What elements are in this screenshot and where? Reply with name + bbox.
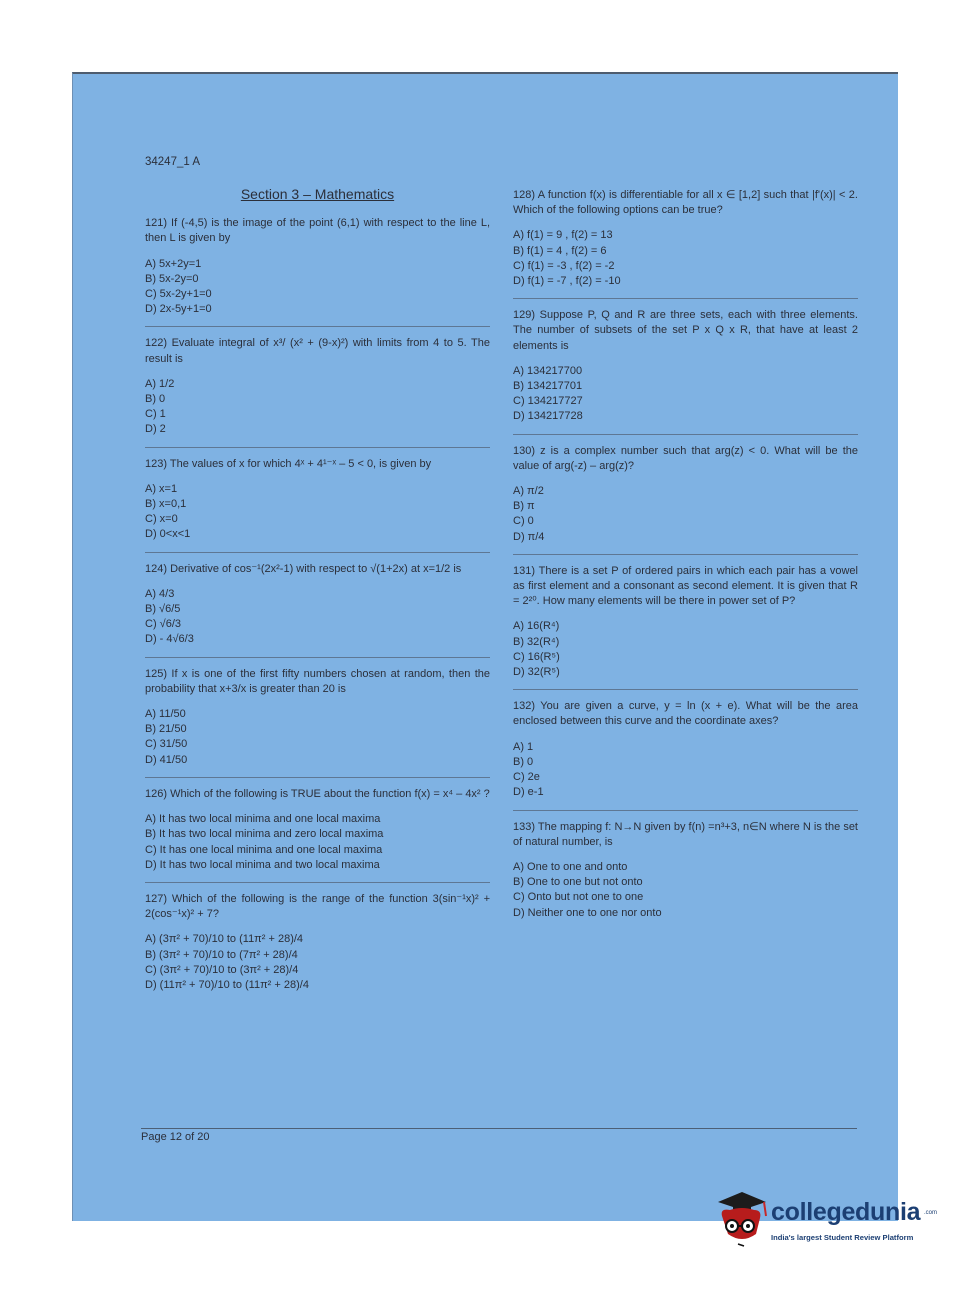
answer-option: C) It has one local minima and one local maxima	[145, 843, 383, 856]
answer-option: B) One to one but not onto	[513, 876, 643, 889]
question-list-left	[145, 216, 490, 993]
question-divider	[513, 689, 858, 690]
answer-options	[145, 482, 490, 543]
answer-options	[145, 932, 490, 993]
question-text: 123) The values of x for which 4ˣ + 4¹⁻ˣ – 5 < 0, is given by	[145, 457, 432, 470]
question-divider	[145, 657, 490, 658]
question-text: 131) There is a set P of ordered pairs in which each pair has a vowel as first element and a consonant as second element. It is given that R = 2²⁰. How many elements will be there in power set of P?	[513, 564, 858, 608]
answer-option: C) 16(R⁵)	[513, 650, 560, 663]
answer-option: D) 32(R⁵)	[513, 666, 560, 679]
answer-option: A) 16(R⁴)	[513, 620, 560, 633]
answer-option: D) f(1) = -7 , f(2) = -10	[513, 275, 621, 288]
answer-option: C) x=0	[145, 513, 178, 526]
question-divider	[145, 447, 490, 448]
answer-option: D) - 4√6/3	[145, 633, 194, 646]
answer-option: C) (3π² + 70)/10 to (3π² + 28)/4	[145, 963, 299, 976]
answer-option: A) (3π² + 70)/10 to (11π² + 28)/4	[145, 933, 304, 946]
answer-options	[145, 257, 490, 318]
answer-option: D) e-1	[513, 786, 544, 799]
question-block	[145, 216, 490, 317]
question-block	[513, 564, 858, 680]
answer-option: C) 2e	[513, 771, 540, 784]
answer-option: A) One to one and onto	[513, 860, 628, 873]
answer-option: C) f(1) = -3 , f(2) = -2	[513, 259, 615, 272]
section-title: Section 3 – Mathematics	[240, 186, 395, 202]
answer-option: D) 134217728	[513, 410, 583, 423]
answer-option: A) 1	[513, 740, 534, 753]
question-block	[513, 444, 858, 545]
answer-option: C) 1	[145, 408, 166, 421]
question-text: 124) Derivative of cos⁻¹(2x²-1) with respect to √(1+2x) at x=1/2 is	[145, 562, 462, 575]
answer-options	[513, 619, 858, 680]
question-divider	[513, 810, 858, 811]
answer-options	[145, 812, 490, 873]
question-text: 133) The mapping f: N→N given by f(n) =n³+3, n∈N where N is the set of natural number, is	[513, 820, 858, 848]
answer-option: A) f(1) = 9 , f(2) = 13	[513, 229, 613, 242]
answer-option: B) 0	[513, 755, 534, 768]
question-block	[513, 820, 858, 921]
question-divider	[145, 326, 490, 327]
question-text: 122) Evaluate integral of x³/ (x² + (9-x)²) with limits from 4 to 5. The result is	[145, 337, 490, 365]
answer-option: B) 0	[145, 393, 166, 406]
answer-option: D) 0<x<1	[145, 528, 191, 541]
paper-code: 34247_1 A	[145, 156, 201, 168]
question-block	[145, 562, 490, 648]
answer-option: C) 0	[513, 515, 534, 528]
answer-option: C) Onto but not one to one	[513, 891, 644, 904]
page-number: Page 12 of 20	[141, 1131, 210, 1143]
answer-option: D) 2x-5y+1=0	[145, 303, 212, 316]
answer-option: B) 32(R⁴)	[513, 635, 560, 648]
answer-option: A) It has two local minima and one local maxima	[145, 813, 381, 826]
footer-divider	[141, 1128, 857, 1129]
answer-option: A) 11/50	[145, 708, 186, 721]
answer-option: B) 134217701	[513, 380, 583, 393]
question-text: 127) Which of the following is the range of the function 3(sin⁻¹x)² + 2(cos⁻¹x)² + 7?	[145, 892, 490, 921]
answer-options	[145, 377, 490, 438]
question-block	[145, 457, 490, 543]
answer-option: C) √6/3	[145, 618, 181, 631]
answer-option: A) π/2	[513, 485, 544, 498]
answer-option: B) π	[513, 500, 535, 513]
question-block	[513, 308, 858, 424]
answer-option: C) 31/50	[145, 738, 188, 751]
question-block	[145, 667, 490, 768]
answer-option: A) 1/2	[145, 377, 175, 390]
answer-options	[513, 740, 858, 801]
answer-option: D) 2	[145, 423, 166, 436]
question-text: 128) A function f(x) is differentiable for all x ∈ [1,2] such that |f'(x)| < 2. Which of the following options can be true?	[513, 189, 858, 217]
question-divider	[513, 434, 858, 435]
answer-option: A) 5x+2y=1	[145, 257, 202, 270]
answer-option: C) 5x-2y+1=0	[145, 288, 212, 301]
answer-option: A) 4/3	[145, 587, 175, 600]
question-text: 132) You are given a curve, y = ln (x + e). What will be the area enclosed between this curve and the coordinate axes?	[513, 700, 858, 728]
answer-option: A) x=1	[145, 482, 178, 495]
question-text: 121) If (-4,5) is the image of the point (6,1) with respect to the line L, then L is given by	[145, 217, 490, 245]
answer-option: A) 134217700	[513, 364, 583, 377]
answer-option: D) (11π² + 70)/10 to (11π² + 28)/4	[145, 978, 309, 991]
answer-option: B) x=0,1	[145, 498, 187, 511]
question-divider	[145, 882, 490, 883]
left-column	[145, 187, 490, 993]
answer-option: B) (3π² + 70)/10 to (7π² + 28)/4	[145, 948, 298, 961]
answer-option: C) 134217727	[513, 395, 583, 408]
brand-name: collegedunia	[771, 1198, 921, 1226]
answer-option: B) f(1) = 4 , f(2) = 6	[513, 244, 607, 257]
question-block	[145, 787, 490, 873]
question-list-right	[513, 188, 858, 921]
question-block	[145, 892, 490, 993]
answer-options	[145, 707, 490, 768]
question-text: 130) z is a complex number such that arg(z) < 0. What will be the value of arg(-z) – arg(z)?	[513, 444, 858, 472]
question-divider	[145, 777, 490, 778]
question-text: 125) If x is one of the first fifty numbers chosen at random, then the probability that x+3/x is greater than 20 is	[145, 667, 490, 695]
answer-option: B) It has two local minima and zero local maxima	[145, 828, 384, 841]
answer-options	[513, 484, 858, 545]
answer-options	[513, 364, 858, 425]
brand-domain: .com	[924, 1210, 938, 1216]
right-column	[513, 188, 858, 921]
question-block	[513, 188, 858, 289]
question-divider	[513, 298, 858, 299]
answer-option: B) 5x-2y=0	[145, 272, 199, 285]
answer-option: B) 21/50	[145, 723, 187, 736]
answer-option: D) Neither one to one nor onto	[513, 906, 662, 919]
answer-option: D) 41/50	[145, 753, 188, 766]
question-block	[513, 699, 858, 800]
answer-option: B) √6/5	[145, 603, 181, 616]
question-divider	[513, 554, 858, 555]
brand-tagline: India's largest Student Review Platform	[771, 1233, 914, 1242]
question-block	[145, 336, 490, 437]
answer-option: D) It has two local minima and two local maxima	[145, 858, 380, 871]
answer-options	[513, 228, 858, 289]
answer-option: D) π/4	[513, 530, 545, 543]
question-text: 129) Suppose P, Q and R are three sets, each with three elements. The number of subsets of the set P x Q x R, that have at least 2 elements is	[513, 309, 858, 352]
question-divider	[145, 552, 490, 553]
answer-options	[513, 860, 858, 921]
question-text: 126) Which of the following is TRUE about the function f(x) = x⁴ – 4x² ?	[145, 787, 490, 800]
answer-options	[145, 587, 490, 648]
